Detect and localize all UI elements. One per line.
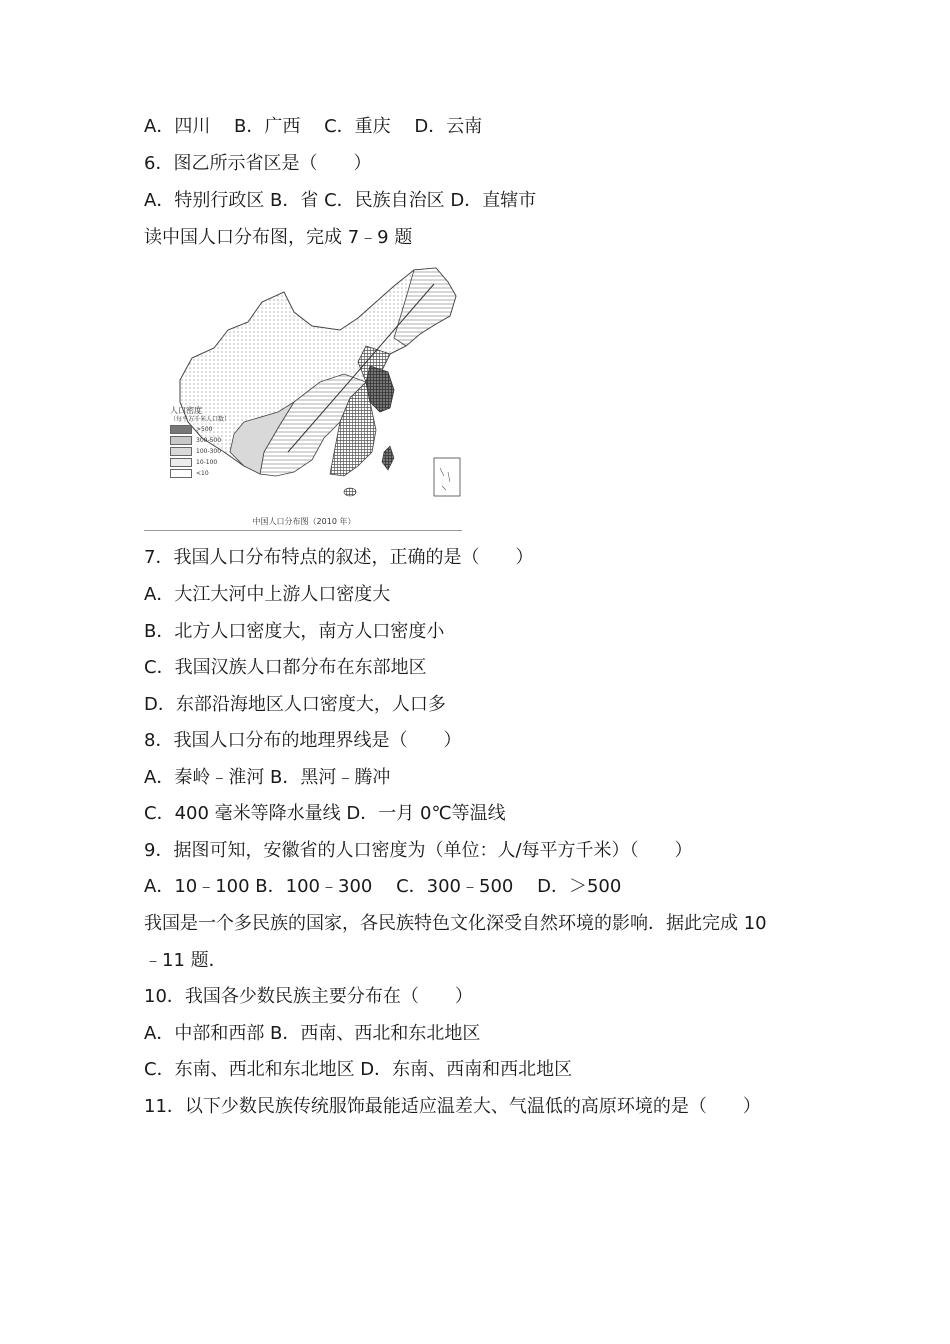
legend-item [170,457,240,468]
legend-title: 人口密度 [170,406,202,415]
q7-option-a: A．大江大河中上游人口密度大 [144,584,391,605]
map-inset-box [434,458,460,496]
legend-item [170,435,240,446]
legend-label: <10 [196,470,209,477]
legend-item [170,424,240,435]
q9-stem: 9．据图可知，安徽省的人口密度为（单位：人/每平方千米）（ ） [144,840,693,861]
q11-stem: 11．以下少数民族传统服饰最能适应温差大、气温低的高原环境的是（ ） [144,1096,761,1117]
q8-options-ab: A．秦岭﹣淮河 B．黑河﹣腾冲 [144,767,391,788]
q10-11-intro: 我国是一个多民族的国家，各民族特色文化深受自然环境的影响．据此完成 10 [144,913,767,934]
legend-subtitle: （每平方千米人口数） [170,416,231,423]
q10-stem: 10．我国各少数民族主要分布在（ ） [144,986,473,1007]
legend-label: 10-100 [196,459,218,466]
legend-label: >500 [196,426,213,433]
map-taiwan [382,446,394,470]
q5-options: A．四川 B．广西 C．重庆 D．云南 [144,116,483,137]
legend-item [170,468,240,479]
legend-swatch [170,447,192,456]
map-intro: 读中国人口分布图，完成 7﹣9 题 [144,227,413,248]
q6-options: A．特别行政区 B．省 C．民族自治区 D．直辖市 [144,190,537,211]
legend-swatch [170,469,192,478]
q10-options-ab: A．中部和西部 B．西南、西北和东北地区 [144,1023,481,1044]
q6-stem: 6．图乙所示省区是（ ） [144,153,372,174]
china-population-map [144,262,464,532]
legend-swatch [170,425,192,434]
legend-label: 100-300 [196,448,222,455]
q7-option-b: B．北方人口密度大，南方人口密度小 [144,621,445,642]
map-legend [170,406,240,479]
q7-option-c: C．我国汉族人口都分布在东部地区 [144,657,427,678]
legend-swatch [170,436,192,445]
q7-option-d: D．东部沿海地区人口密度大，人口多 [144,694,446,715]
legend-swatch [170,458,192,467]
legend-label: 300-500 [196,437,222,444]
figure-divider [144,530,462,531]
q7-stem: 7．我国人口分布特点的叙述，正确的是（ ） [144,547,534,568]
map-hainan [344,488,356,496]
q10-11-intro-cont: ﹣11 题． [144,950,227,971]
q9-options: A．10﹣100 B．100﹣300 C．300﹣500 D．＞500 [144,876,622,897]
q10-options-cd: C．东南、西北和东北地区 D．东南、西南和西北地区 [144,1059,573,1080]
q8-options-cd: C．400 毫米等降水量线 D．一月 0℃等温线 [144,803,506,824]
q8-stem: 8．我国人口分布的地理界线是（ ） [144,730,462,751]
legend-item [170,446,240,457]
map-caption: 中国人口分布图（2010 年） [252,517,356,526]
